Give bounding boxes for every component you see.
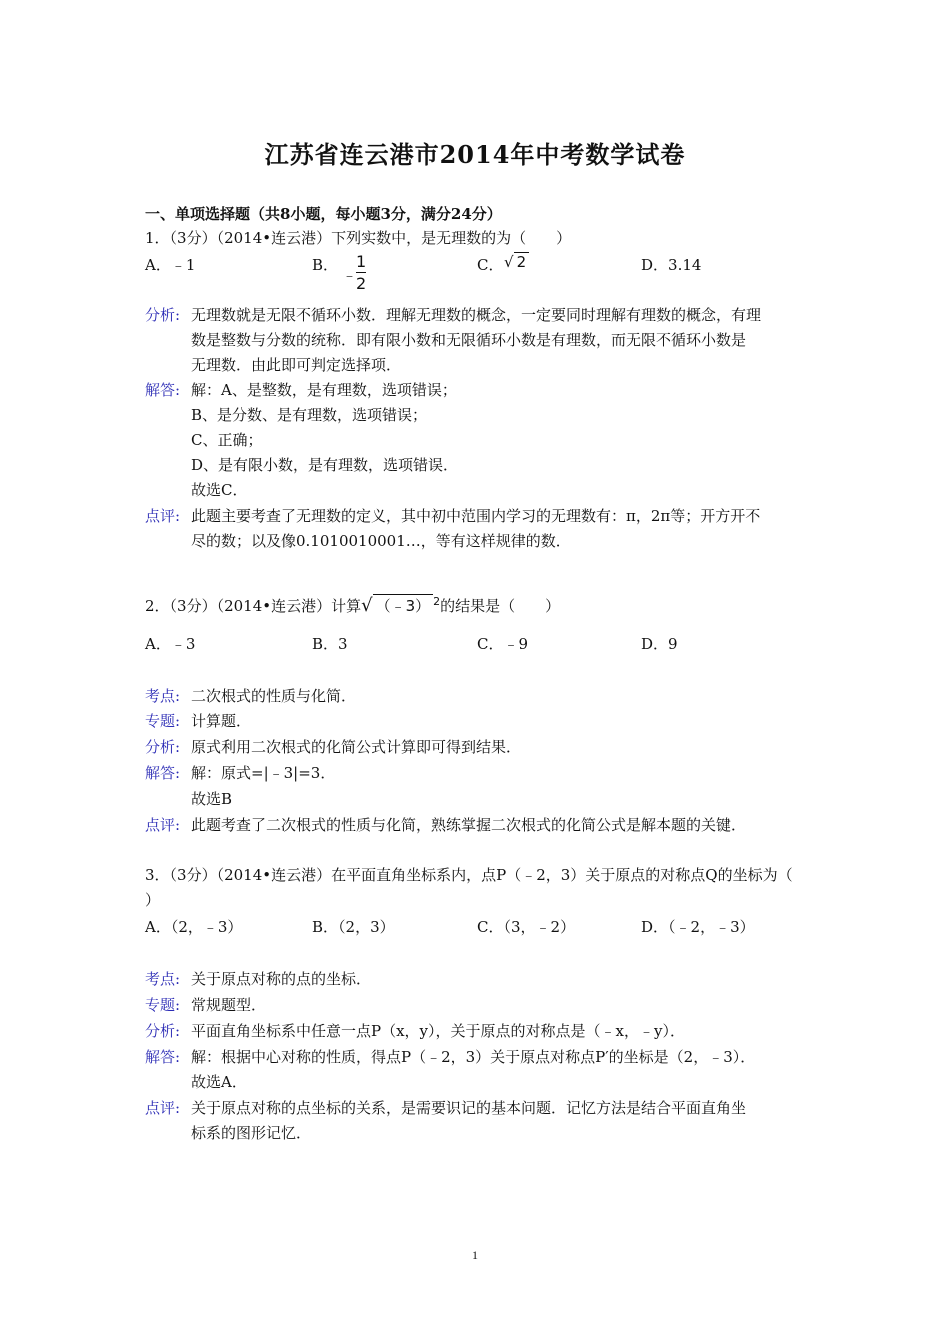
exponent: 2 (433, 595, 441, 608)
q2-option-c: C．﹣9 (477, 635, 529, 653)
q3-fenxi: 平面直角坐标系中任意一点P（x，y），关于原点的对称点是（﹣x，﹣y）． (191, 1022, 685, 1040)
q3-stem-line: 3．（3分）（2014•连云港）在平面直角坐标系内，点P（﹣2，3）关于原点的对称点Q的坐标为（ (145, 866, 793, 884)
q2-stem-suffix: 的结果是（ ） (440, 597, 561, 615)
q1-option-c-sqrt (504, 252, 529, 271)
sqrt-radicand: （﹣3） (373, 594, 434, 616)
sqrt-sign: √ (504, 253, 514, 271)
q3-jieda-line: 解：根据中心对称的性质，得点P（﹣2，3）关于原点对称点P′的坐标是（2，﹣3）． (191, 1048, 756, 1066)
q1-jieda-label: 解答: (145, 381, 181, 399)
page-number: 1 (472, 1248, 478, 1262)
q1-jieda-line: C、正确； (191, 431, 263, 449)
fraction-numerator: 1 (356, 252, 367, 271)
q2-jieda-line: 故选B (191, 790, 233, 808)
q1-option-d: D．3.14 (641, 256, 702, 274)
q2-kaodian: 二次根式的性质与化简． (191, 687, 357, 705)
q3-dianping-line: 标系的图形记忆． (191, 1124, 312, 1142)
q1-stem: 1．（3分）（2014•连云港）下列实数中，是无理数的为（ ） (145, 229, 572, 247)
q3-stem-line: ） (145, 891, 161, 909)
q3-option-a: A．（2，﹣3） (145, 918, 243, 936)
sqrt-sign: √ (361, 595, 373, 616)
q1-jieda-line: B、是分数、是有理数，选项错误； (191, 406, 428, 424)
q3-option-d: D．（﹣2，﹣3） (641, 918, 755, 936)
q1-option-c-letter: C． (477, 256, 504, 274)
q3-dianping-label: 点评: (145, 1099, 181, 1117)
q2-fenxi: 原式利用二次根式的化简公式计算即可得到结果． (191, 738, 522, 756)
q1-fenxi-label: 分析: (145, 306, 181, 324)
q3-jieda-line: 故选A． (191, 1073, 247, 1091)
q2-dianping: 此题考查了二次根式的性质与化简，熟练掌握二次根式的化简公式是解本题的关键． (191, 816, 747, 834)
q2-zhuanti: 计算题． (191, 712, 252, 730)
q2-stem (145, 594, 560, 616)
q1-jieda-line: 故选C． (191, 481, 248, 499)
q3-fenxi-label: 分析: (145, 1022, 181, 1040)
page-title: 江苏省连云港市2014年中考数学试卷 (264, 140, 686, 169)
q2-option-a: A．﹣3 (145, 635, 196, 653)
q1-option-b-sign: ﹣ (342, 266, 358, 284)
q1-option-a: A．﹣1 (145, 256, 196, 274)
q3-zhuanti: 常规题型． (191, 996, 267, 1014)
q1-dianping-line: 此题主要考查了无理数的定义，其中初中范围内学习的无理数有：π，2π等；开方开不 (191, 507, 761, 525)
q2-option-b: B．3 (312, 635, 348, 653)
q3-kaodian: 关于原点对称的点的坐标． (191, 970, 372, 988)
sqrt-radicand: 2 (514, 252, 530, 271)
fraction-bar (356, 272, 366, 273)
fraction-denominator: 2 (356, 274, 367, 293)
q2-zhuanti-label: 专题: (145, 712, 181, 730)
q2-jieda-label: 解答: (145, 764, 181, 782)
q3-kaodian-label: 考点: (145, 970, 181, 988)
q3-jieda-label: 解答: (145, 1048, 181, 1066)
section-heading: 一、单项选择题（共8小题，每小题3分，满分24分） (145, 205, 502, 223)
q1-fenxi-line: 无理数就是无限不循环小数．理解无理数的概念，一定要同时理解有理数的概念，有理 (191, 306, 762, 324)
q3-option-b: B．（2，3） (312, 918, 395, 936)
q1-fenxi-line: 无理数．由此即可判定选择项． (191, 356, 402, 374)
q3-option-c: C．（3，﹣2） (477, 918, 576, 936)
q2-dianping-label: 点评: (145, 816, 181, 834)
q2-stem-prefix: 2．（3分）（2014•连云港）计算 (145, 597, 362, 615)
q1-jieda-line: D、是有限小数，是有理数，选项错误． (191, 456, 459, 474)
q2-option-d: D．9 (641, 635, 678, 653)
q1-dianping-line: 尽的数；以及像0.1010010001…，等有这样规律的数． (191, 532, 571, 550)
q1-jieda-line: 解：A、是整数，是有理数，选项错误； (191, 381, 457, 399)
q1-dianping-label: 点评: (145, 507, 181, 525)
q1-option-b-fraction (356, 252, 366, 293)
q3-dianping-line: 关于原点对称的点坐标的关系，是需要识记的基本问题．记忆方法是结合平面直角坐 (191, 1099, 747, 1117)
q2-fenxi-label: 分析: (145, 738, 181, 756)
q1-fenxi-line: 数是整数与分数的统称．即有限小数和无限循环小数是有理数，而无限不循环小数是 (191, 331, 747, 349)
q2-jieda-line: 解：原式=|﹣3|=3． (191, 764, 336, 782)
q3-zhuanti-label: 专题: (145, 996, 181, 1014)
q2-kaodian-label: 考点: (145, 687, 181, 705)
q1-option-b-letter: B． (312, 256, 339, 274)
